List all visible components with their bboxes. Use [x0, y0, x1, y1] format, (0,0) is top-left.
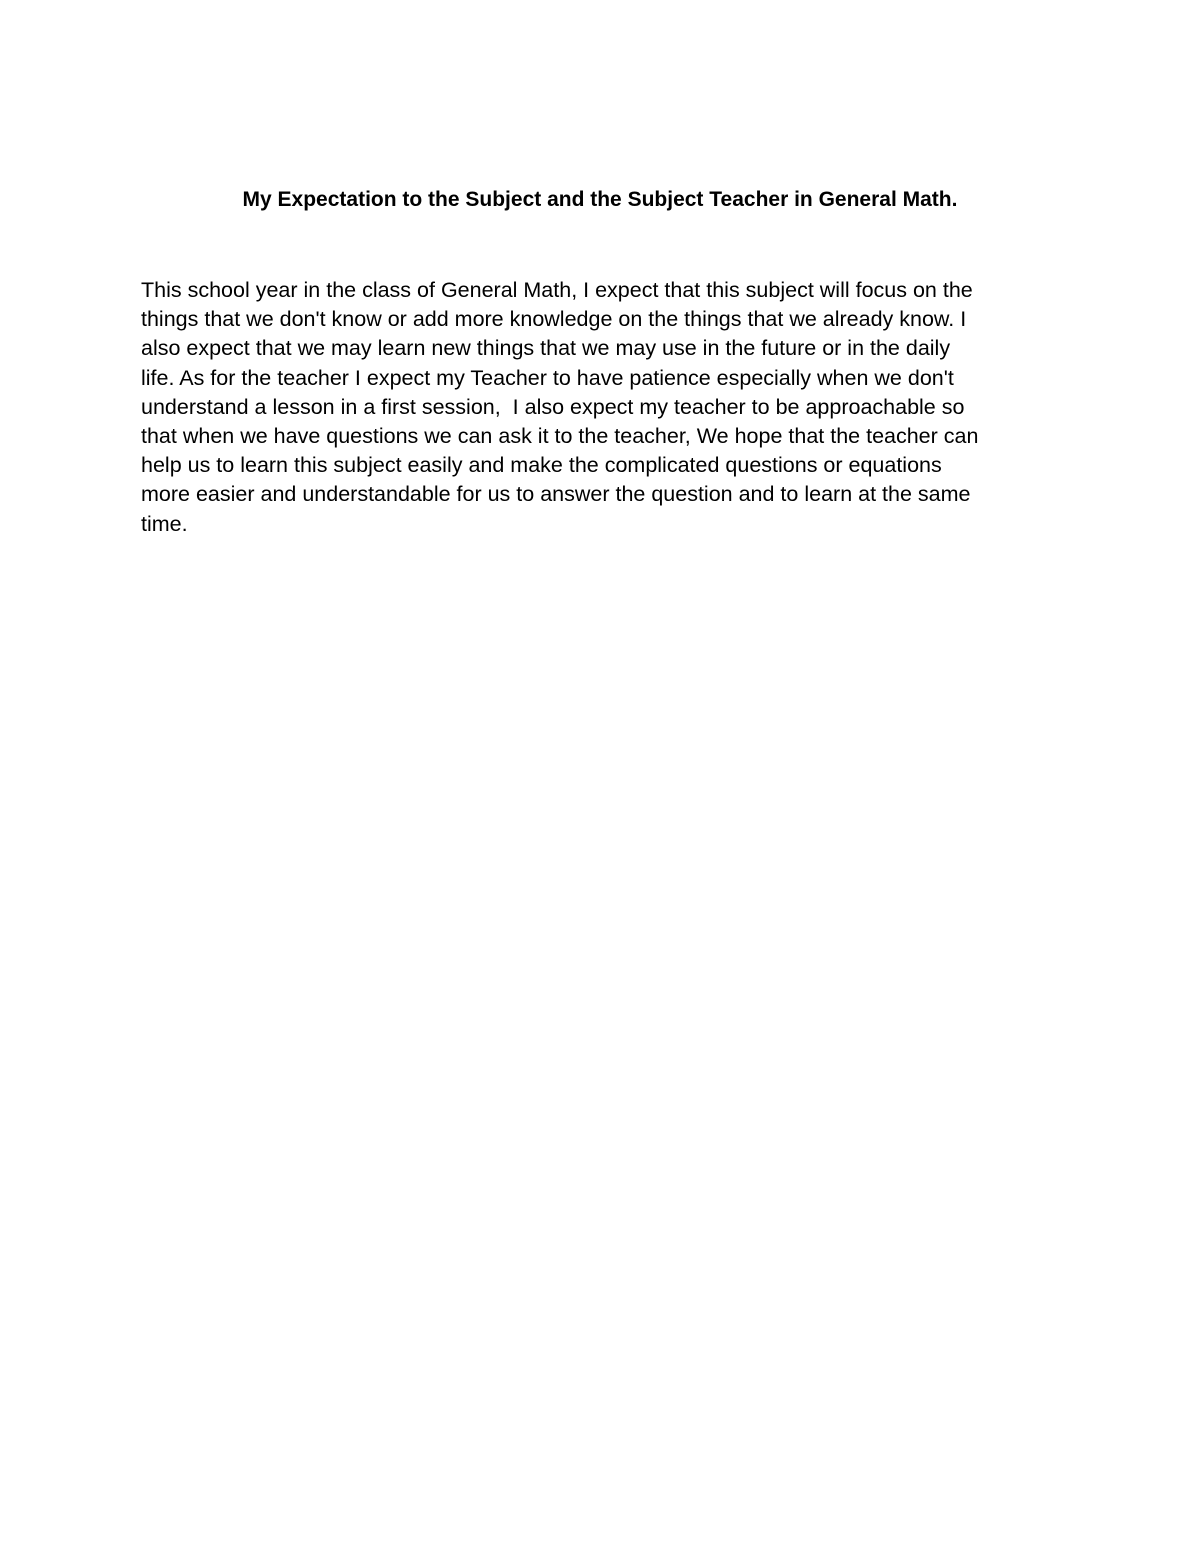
paragraph-line: life. As for the teacher I expect my Teacher to have patience especially when we don't: [141, 365, 954, 390]
paragraph-line: This school year in the class of General Math, I expect that this subject will focus on the: [141, 278, 973, 302]
document-title: My Expectation to the Subject and the Subject Teacher in General Math.: [242, 188, 958, 211]
paragraph-line: help us to learn this subject easily and make the complicated questions or equations: [141, 453, 942, 478]
paragraph-line: also expect that we may learn new things that we may use in the future or in the daily: [141, 336, 951, 361]
paragraph-line: more easier and understandable for us to answer the question and to learn at the same: [141, 482, 971, 507]
paragraph-line: time.: [141, 511, 188, 536]
paragraph-line: things that we don't know or add more knowledge on the things that we already know. I: [141, 307, 967, 332]
paragraph-line: that when we have questions we can ask it to the teacher, We hope that the teacher can: [141, 424, 979, 449]
paragraph-line: understand a lesson in a first session, I also expect my teacher to be approachable so: [141, 394, 965, 419]
document-body-paragraph: [141, 276, 1071, 539]
